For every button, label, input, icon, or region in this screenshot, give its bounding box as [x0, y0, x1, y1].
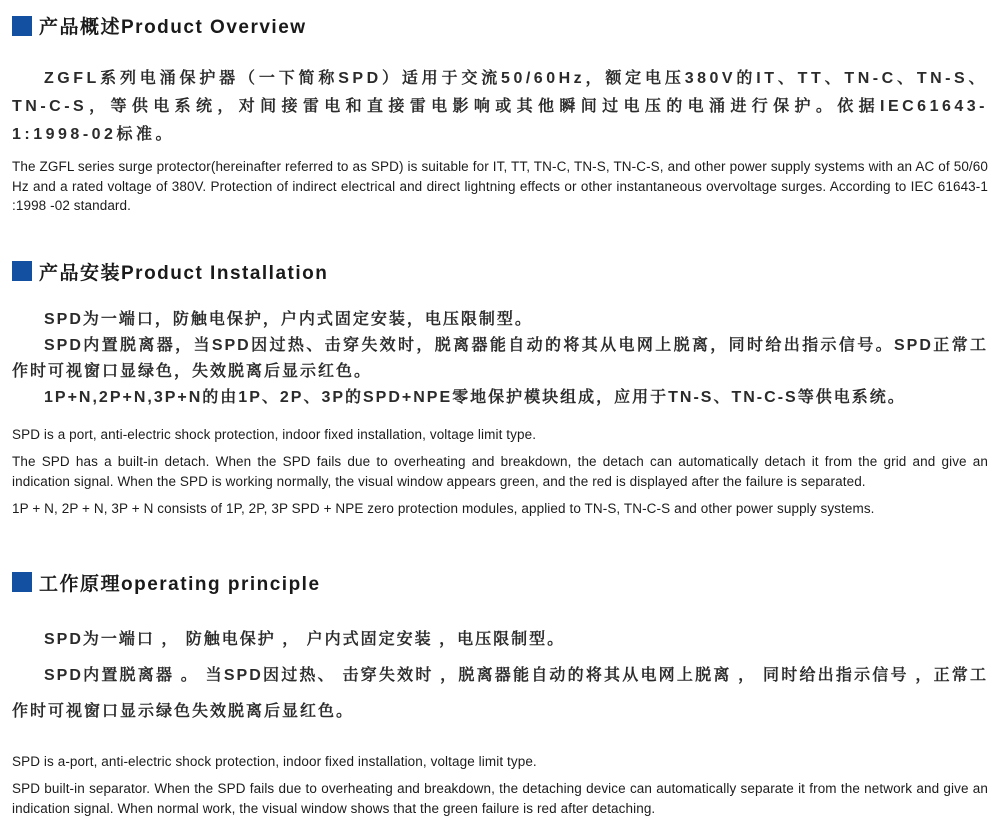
principle-paragraph-zh: SPD为一端口 ， 防触电保护 ， 户内式固定安装 ，电压限制型。	[12, 622, 988, 658]
blue-square-bullet-icon	[12, 16, 32, 36]
installation-paragraph-zh: SPD为一端口，防触电保护，户内式固定安装，电压限制型。	[12, 307, 988, 333]
blue-square-bullet-icon	[12, 261, 32, 281]
section-operating-principle	[12, 569, 988, 818]
section-title: 产品概述Product Overview	[39, 12, 307, 39]
principle-paragraph-zh: SPD内置脱离器 。 当SPD因过热、 击穿失效时 ，脱离器能自动的将其从电网上脱离 ， 同时给出指示信号 ，正常工作时可视窗口显示绿色失效脱离后显红色。	[12, 658, 988, 730]
section-product-installation	[12, 258, 988, 519]
principle-paragraph-en: SPD built-in separator. When the SPD fails due to overheating and breakdown, the detaching device can automatically separate it from the network and give an indication signal. When normal work, the visual window shows that the green failure is red after detaching.	[12, 779, 988, 818]
blue-square-bullet-icon	[12, 572, 32, 592]
installation-paragraph-en: The SPD has a built-in detach. When the SPD fails due to overheating and breakdown, the detach can automatically detach it from the grid and give an indication signal. When the SPD is working normally, the visual window appears green, and the red is displayed after the failure is separated.	[12, 452, 988, 491]
section-header	[12, 569, 988, 596]
principle-paragraph-en: SPD is a-port, anti-electric shock protection, indoor fixed installation, voltage limit type.	[12, 752, 988, 772]
section-header	[12, 12, 988, 39]
installation-paragraph-en: 1P + N, 2P + N, 3P + N consists of 1P, 2P, 3P SPD + NPE zero protection modules, applied to TN-S, TN-C-S and other power supply systems.	[12, 499, 988, 519]
section-product-overview	[12, 12, 988, 216]
section-title: 工作原理operating principle	[39, 569, 321, 596]
installation-paragraph-zh: 1P+N,2P+N,3P+N的由1P、2P、3P的SPD+NPE零地保护模块组成，应用于TN-S、TN-C-S等供电系统。	[12, 385, 988, 411]
installation-paragraph-en: SPD is a port, anti-electric shock protection, indoor fixed installation, voltage limit type.	[12, 425, 988, 445]
section-header	[12, 258, 988, 285]
installation-paragraph-zh: SPD内置脱离器，当SPD因过热、击穿失效时，脱离器能自动的将其从电网上脱离，同时给出指示信号。SPD正常工作时可视窗口显绿色，失效脱离后显示红色。	[12, 333, 988, 385]
overview-paragraph-zh: ZGFL系列电涌保护器（一下简称SPD）适用于交流50/60Hz，额定电压380V的IT、TT、TN-C、TN-S、TN-C-S，等供电系统，对间接雷电和直接雷电影响或其他瞬间过电压的电涌进行保护。依据IEC61643-1:1998-02标准。	[12, 65, 988, 149]
section-title: 产品安装Product Installation	[39, 258, 328, 285]
overview-paragraph-en: The ZGFL series surge protector(hereinafter referred to as SPD) is suitable for IT, TT, TN-C, TN-S, TN-C-S, and other power supply systems with an AC of 50/60 Hz and a rated voltage of 380V. Protection of indirect electrical and direct lightning effects or other instantaneous overvoltage surges. According to IEC 61643-1 :1998 -02 standard.	[12, 157, 988, 216]
